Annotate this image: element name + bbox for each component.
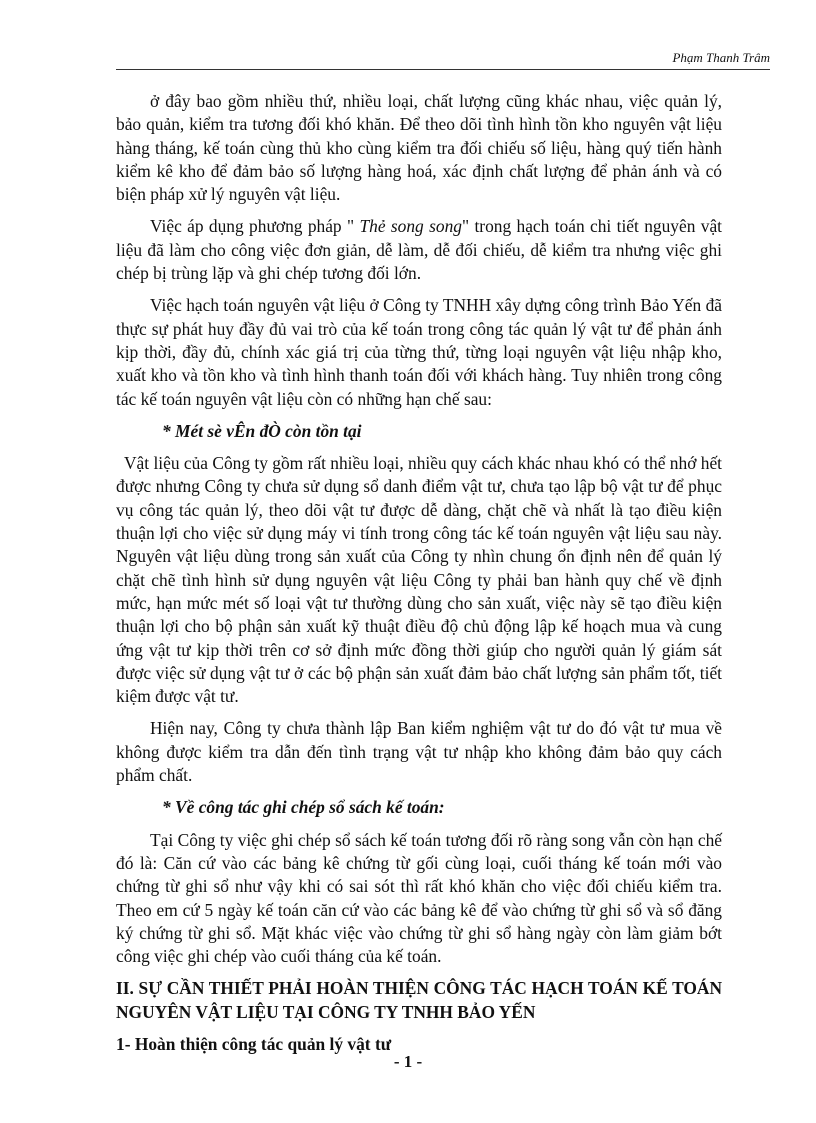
document-body bbox=[116, 90, 722, 1056]
paragraph-parallel-card-method bbox=[116, 215, 722, 285]
section-heading-ii: II. SỰ CẦN THIẾT PHẢI HOÀN THIỆN CÔNG TÁC HẠCH TOÁN KẾ TOÁN NGUYÊN VẬT LIỆU TẠI CÔNG TY TNHH BẢO YẾN bbox=[116, 978, 722, 1022]
heading-bookkeeping: * Về công tác ghi chép sổ sách kế toán: bbox=[162, 797, 445, 818]
paragraph-text: " trong hạch toán chi tiết nguyên vật liệu đã làm cho công việc đơn giản, dễ làm, dễ đối chiếu, dễ kiểm tra nhưng việc ghi chép bị trùng lặp và ghi chép tương đối lớn. bbox=[116, 216, 722, 284]
paragraph-inspection-board: Hiện nay, Công ty chưa thành lập Ban kiểm nghiệm vật tư do đó vật tư mua về không được kiểm tra dẫn đến tình trạng vật tư nhập kho không đảm bảo quy cách phẩm chất. bbox=[116, 718, 722, 786]
header-author: Phạm Thanh Trâm bbox=[672, 50, 770, 65]
subsection-heading-1: 1- Hoàn thiện công tác quản lý vật tư bbox=[116, 1033, 392, 1054]
paragraph-material-catalog: Vật liệu của Công ty gồm rất nhiều loại, nhiều quy cách khác nhau khó có thể nhớ hết được nhưng Công ty chưa sử dụng sổ danh điểm vật tư, chưa tạo lập bộ vật tư để phục vụ công tác quản lý, theo dõi vật tư được dễ dàng, chặt chẽ và nhất là tạo điều kiện thuận lợi cho việc sử dụng máy vi tính trong công tác kế toán nguyên vật liệu sau này. Nguyên vật liệu dùng trong sản xuất của Công ty nhìn chung ổn định nên để quản lý chặt chẽ tình hình sử dụng nguyên vật liệu Công ty phải ban hành quy chế về định mức, hạn mức mét số loại vật tư thường dùng cho sản xuất, việc này sẽ tạo điều kiện thuận lợi cho bộ phận sản xuất kỹ thuật điều độ chủ động lập kế hoạch mua và cung ứng vật tư kịp thời trên cơ sở định mức đồng thời giúp cho người quản lý giám sát được việc sử dụng vật tư ở các bộ phận sản xuất đảm bảo chất lượng sản phẩm tốt, tiết kiệm được vật tư. bbox=[116, 453, 722, 707]
paragraph-bookkeeping-limits: Tại Công ty việc ghi chép sổ sách kế toán tương đối rõ ràng song vẫn còn hạn chế đó là: Căn cứ vào các bảng kê chứng từ gối cùng loại, cuối tháng kế toán mới vào chứng từ ghi sổ như vậy khi có sai sót thì rất khó khăn cho việc đối chiếu kiểm tra. Theo em cứ 5 ngày kế toán căn cứ vào các bảng kê để vào chứng từ ghi sổ và sổ đăng ký chứng từ ghi sổ. Mặt khác việc vào chứng từ ghi sổ hàng ngày còn làm giảm bớt công việc ghi chép vào cuối tháng của kế toán. bbox=[116, 829, 722, 967]
method-name-italic: Thẻ song song bbox=[354, 216, 462, 237]
page-number: - 1 - bbox=[393, 1052, 423, 1071]
page-header bbox=[116, 50, 770, 70]
paragraph-accounting-role: Việc hạch toán nguyên vật liệu ở Công ty TNHH xây dựng công trình Bảo Yến đã thực sự phát huy đầy đủ vai trò của kế toán trong công tác quản lý vật tư để phản ánh kịp thời, đầy đủ, chính xác giá trị của từng thứ, từng loại nguyên vật liệu nhập kho, xuất kho và tồn kho và tình hình thanh toán đối với khách hàng. Tuy nhiên trong công tác kế toán nguyên vật liệu còn có những hạn chế sau: bbox=[116, 295, 722, 409]
heading-remaining-issues: * Mét sè vÊn đÒ còn tồn tại bbox=[162, 420, 362, 441]
paragraph-inventory-management: ở đây bao gồm nhiều thứ, nhiều loại, chất lượng cũng khác nhau, việc quản lý, bảo quản, kiểm tra tương đối khó khăn. Để theo dõi tình hình tồn kho nguyên vật liệu hàng tháng, kế toán cùng thủ kho cùng kiểm tra đối chiếu số liệu, hàng quý tiến hành kiểm kê kho để đảm bảo số lượng hàng hoá, xác định chất lượng để phản ánh và có biện pháp xử lý nguyên vật liệu. bbox=[116, 91, 722, 205]
paragraph-text: Việc áp dụng phương pháp " bbox=[150, 216, 355, 237]
